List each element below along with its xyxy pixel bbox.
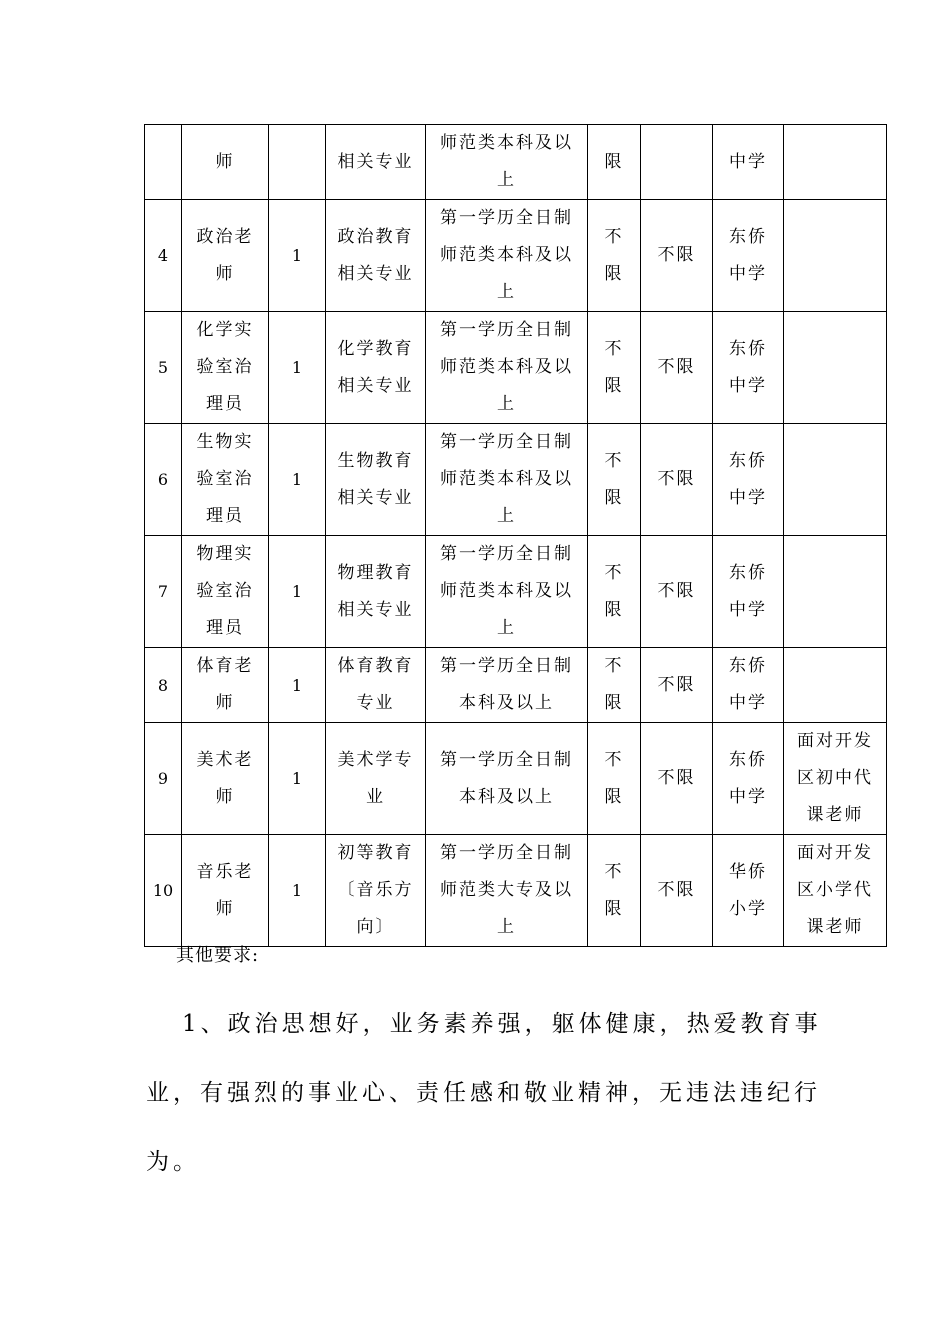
table-row [145, 200, 887, 312]
headcount-cell: 1 [269, 536, 326, 648]
major-cell: 化学教育 相关专业 [326, 312, 426, 424]
position-cell: 生物实 验室治 理员 [182, 424, 269, 536]
headcount-cell: 1 [269, 648, 326, 723]
school-cell: 华侨 小学 [713, 835, 784, 947]
school-cell: 东侨 中学 [713, 312, 784, 424]
headcount-cell: 1 [269, 312, 326, 424]
position-cell: 美术老 师 [182, 723, 269, 835]
education-cell: 第一学历全日制 本科及以上 [426, 723, 588, 835]
position-cell: 音乐老 师 [182, 835, 269, 947]
headcount-cell: 1 [269, 835, 326, 947]
table-row [145, 312, 887, 424]
headcount-cell [269, 125, 326, 200]
note-cell [784, 200, 887, 312]
row-number: 5 [145, 312, 182, 424]
limit-cell-2: 不限 [641, 424, 713, 536]
requirement-item-1: 1、政治思想好，业务素养强，躯体健康，热爱教育事业，有强烈的事业心、责任感和敬业精神，无违法违纪行为。 [146, 1011, 822, 1175]
limit-cell-2: 不限 [641, 723, 713, 835]
note-cell [784, 536, 887, 648]
education-cell: 第一学历全日制 师范类本科及以 上 [426, 200, 588, 312]
limit-cell-2: 不限 [641, 200, 713, 312]
major-cell: 政治教育 相关专业 [326, 200, 426, 312]
limit-cell: 不 限 [588, 536, 641, 648]
table-row [145, 125, 887, 200]
limit-cell: 不 限 [588, 200, 641, 312]
note-cell [784, 648, 887, 723]
table-body [145, 125, 887, 947]
limit-cell: 不 限 [588, 723, 641, 835]
education-cell: 第一学历全日制 师范类本科及以 上 [426, 536, 588, 648]
headcount-cell: 1 [269, 723, 326, 835]
row-number: 8 [145, 648, 182, 723]
note-cell: 面对开发 区初中代 课老师 [784, 723, 887, 835]
education-cell: 第一学历全日制 师范类本科及以 上 [426, 424, 588, 536]
limit-cell: 不 限 [588, 648, 641, 723]
limit-cell: 限 [588, 125, 641, 200]
school-cell: 东侨 中学 [713, 424, 784, 536]
major-cell: 物理教育 相关专业 [326, 536, 426, 648]
position-cell: 师 [182, 125, 269, 200]
school-cell: 中学 [713, 125, 784, 200]
position-cell: 物理实 验室治 理员 [182, 536, 269, 648]
limit-cell: 不 限 [588, 312, 641, 424]
row-number: 4 [145, 200, 182, 312]
headcount-cell: 1 [269, 424, 326, 536]
table-row [145, 536, 887, 648]
school-cell: 东侨 中学 [713, 200, 784, 312]
limit-cell-2: 不限 [641, 835, 713, 947]
limit-cell: 不 限 [588, 835, 641, 947]
major-cell: 生物教育 相关专业 [326, 424, 426, 536]
other-requirements-label: 其他要求: [176, 945, 260, 966]
limit-cell-2 [641, 125, 713, 200]
limit-cell-2: 不限 [641, 648, 713, 723]
limit-cell: 不 限 [588, 424, 641, 536]
limit-cell-2: 不限 [641, 312, 713, 424]
position-cell: 化学实 验室治 理员 [182, 312, 269, 424]
table-row [145, 835, 887, 947]
school-cell: 东侨 中学 [713, 536, 784, 648]
table-row [145, 424, 887, 536]
row-number [145, 125, 182, 200]
row-number: 9 [145, 723, 182, 835]
major-cell: 体育教育 专业 [326, 648, 426, 723]
note-cell [784, 312, 887, 424]
major-cell: 初等教育 〔音乐方 向〕 [326, 835, 426, 947]
note-cell: 面对开发 区小学代 课老师 [784, 835, 887, 947]
note-cell [784, 125, 887, 200]
major-cell: 美术学专 业 [326, 723, 426, 835]
education-cell: 师范类本科及以 上 [426, 125, 588, 200]
education-cell: 第一学历全日制 师范类大专及以 上 [426, 835, 588, 947]
headcount-cell: 1 [269, 200, 326, 312]
school-cell: 东侨 中学 [713, 723, 784, 835]
requirements-table [144, 124, 887, 947]
education-cell: 第一学历全日制 师范类本科及以 上 [426, 312, 588, 424]
row-number: 10 [145, 835, 182, 947]
school-cell: 东侨 中学 [713, 648, 784, 723]
row-number: 6 [145, 424, 182, 536]
major-cell: 相关专业 [326, 125, 426, 200]
position-cell: 体育老 师 [182, 648, 269, 723]
education-cell: 第一学历全日制 本科及以上 [426, 648, 588, 723]
row-number: 7 [145, 536, 182, 648]
limit-cell-2: 不限 [641, 536, 713, 648]
position-cell: 政治老 师 [182, 200, 269, 312]
note-cell [784, 424, 887, 536]
table-row [145, 648, 887, 723]
table-row [145, 723, 887, 835]
